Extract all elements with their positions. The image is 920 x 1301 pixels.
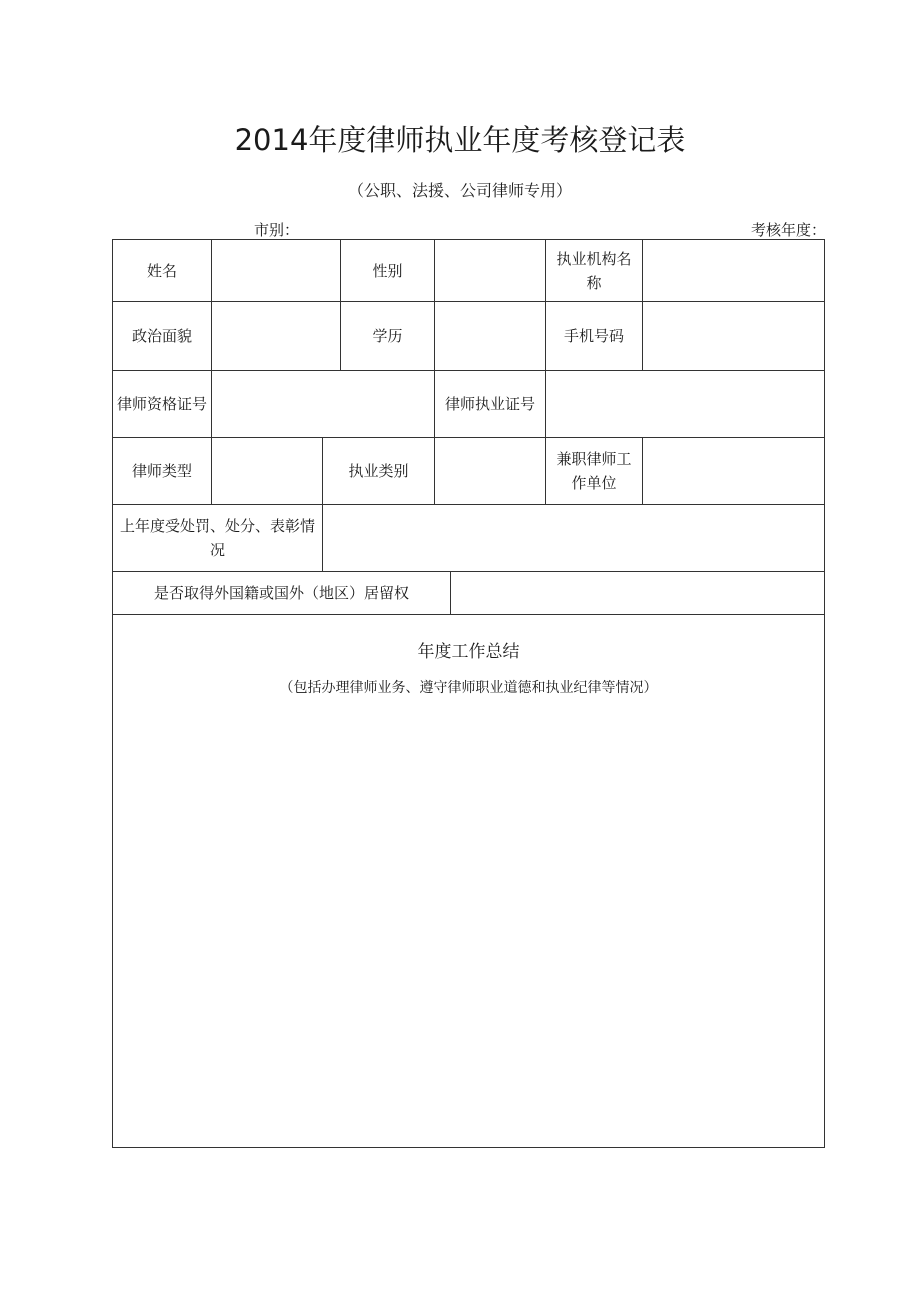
political-label: 政治面貌	[113, 302, 212, 371]
practice-no-field[interactable]	[546, 371, 824, 438]
penalty-label: 上年度受处罚、处分、表彰情况	[113, 505, 323, 572]
gender-label: 性别	[341, 240, 435, 302]
lawyer-type-label: 律师类型	[113, 438, 212, 505]
parttime-unit-label: 兼职律师工作单位	[546, 438, 643, 505]
summary-title: 年度工作总结	[417, 642, 520, 662]
registration-form	[112, 239, 825, 1148]
phone-field[interactable]	[643, 302, 824, 371]
page-title: 2014年度律师执业年度考核登记表	[234, 123, 686, 157]
education-label: 学历	[341, 302, 435, 371]
practice-category-label: 执业类别	[323, 438, 435, 505]
annual-summary-area[interactable]	[113, 615, 824, 1147]
qualification-no-label: 律师资格证号	[113, 371, 212, 438]
practice-no-label: 律师执业证号	[435, 371, 546, 438]
parttime-unit-field[interactable]	[643, 438, 824, 505]
penalty-field[interactable]	[323, 505, 824, 572]
lawyer-type-field[interactable]	[212, 438, 323, 505]
org-name-field[interactable]	[643, 240, 824, 302]
summary-note: （包括办理律师业务、遵守律师职业道德和执业纪律等情况）	[279, 680, 658, 696]
city-label: 市别：	[254, 221, 300, 239]
page-subtitle: （公职、法援、公司律师专用）	[347, 181, 572, 200]
name-label: 姓名	[113, 240, 212, 302]
assessment-year-label: 考核年度：	[750, 221, 826, 239]
residency-field[interactable]	[451, 572, 824, 615]
qualification-no-field[interactable]	[212, 371, 435, 438]
residency-label: 是否取得外国籍或国外（地区）居留权	[113, 572, 451, 615]
phone-label: 手机号码	[546, 302, 643, 371]
org-name-label: 执业机构名称	[546, 240, 643, 302]
education-field[interactable]	[435, 302, 546, 371]
gender-field[interactable]	[435, 240, 546, 302]
political-field[interactable]	[212, 302, 341, 371]
practice-category-field[interactable]	[435, 438, 546, 505]
name-field[interactable]	[212, 240, 341, 302]
